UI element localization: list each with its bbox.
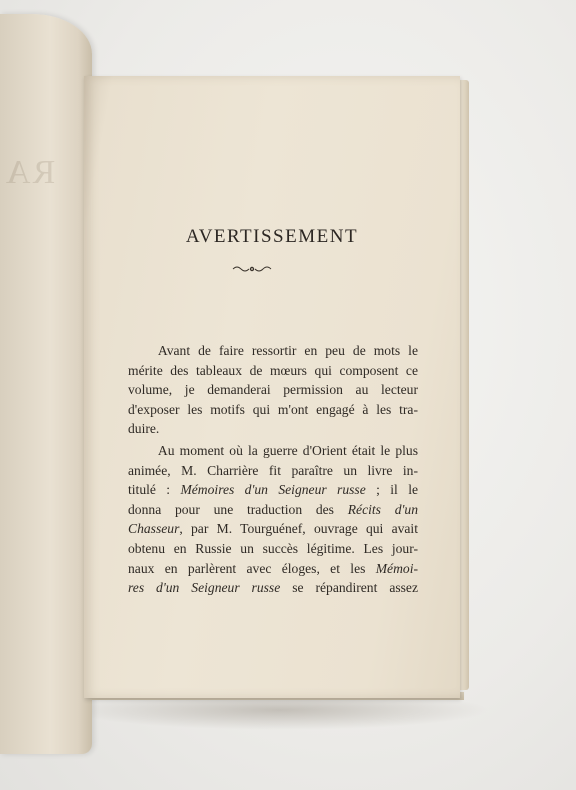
body-text: [128, 341, 418, 598]
page-title: AVERTISSEMENT: [185, 226, 359, 247]
text-line: Au moment où la guerre d'Orient était le plus: [157, 442, 418, 458]
text-line: animée, M. Charrière fit paraître un livre in-: [128, 462, 418, 478]
text-line: titulé : Mémoires d'un Seigneur russe ; il le: [128, 482, 418, 498]
text-line: volume, je demanderai permission au lecteur: [128, 382, 418, 398]
paragraph: [128, 441, 418, 598]
text-line: duire.: [128, 421, 160, 437]
text-line: Chasseur, par M. Tourguénef, ouvrage qui avait: [128, 521, 418, 537]
show-through-text: RA: [4, 154, 56, 191]
text-line: res d'un Seigneur russe se répandirent assez: [128, 580, 418, 596]
text-line: mérite des tableaux de mœurs qui composent ce: [128, 362, 418, 378]
right-page: [84, 76, 460, 698]
text-line: Avant de faire ressortir en peu de mots le: [157, 343, 418, 358]
text-line: naux en parlèrent avec éloges, et les Mémoi-: [128, 560, 418, 576]
text-line: d'exposer les motifs qui m'ont engagé à les tra-: [128, 401, 418, 417]
paragraph: [128, 341, 418, 439]
text-line: obtenu en Russie un succès légitime. Les jour-: [128, 540, 418, 556]
left-page: [0, 14, 92, 754]
decorative-flourish-icon: [232, 264, 272, 274]
text-line: donna pour une traduction des Récits d'un: [128, 501, 418, 517]
